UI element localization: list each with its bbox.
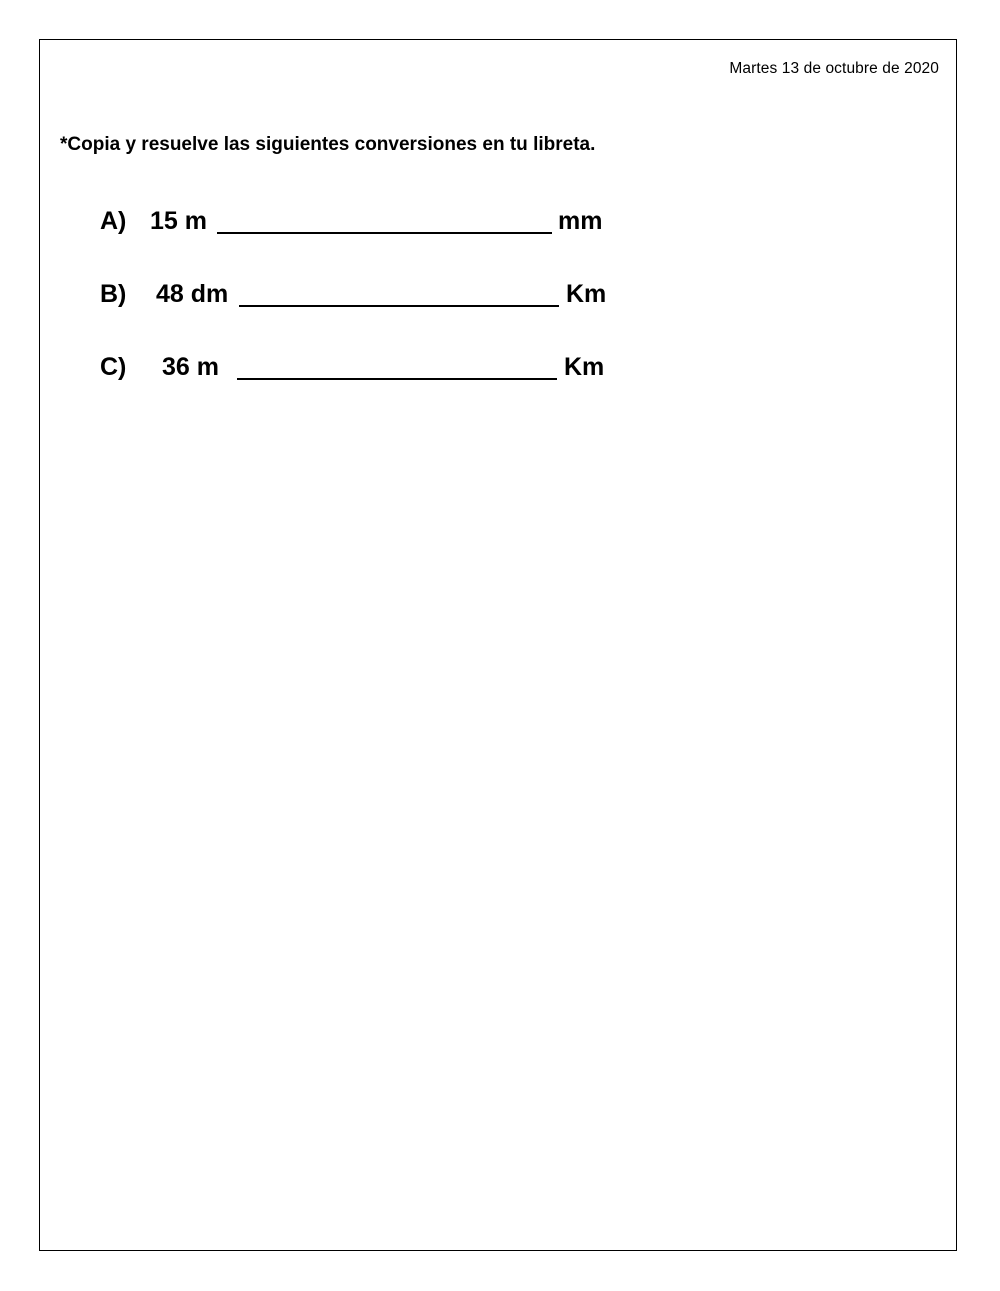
exercise-value: 36 m (162, 353, 219, 381)
exercise-unit: Km (564, 353, 605, 381)
answer-blank-line (237, 378, 557, 380)
exercise-letter: B) (100, 280, 127, 308)
instruction-text: *Copia y resuelve las siguientes conversiones en tu libreta. (60, 134, 596, 155)
exercise-unit: mm (558, 207, 603, 235)
answer-blank-line (217, 232, 552, 234)
answer-blank-line (239, 305, 559, 307)
exercise-unit: Km (566, 280, 607, 308)
exercise-letter: C) (100, 353, 127, 381)
exercise-letter: A) (100, 207, 127, 235)
exercise-value: 15 m (150, 207, 207, 235)
date-text: Martes 13 de octubre de 2020 (729, 60, 939, 77)
exercise-value: 48 dm (156, 280, 229, 308)
